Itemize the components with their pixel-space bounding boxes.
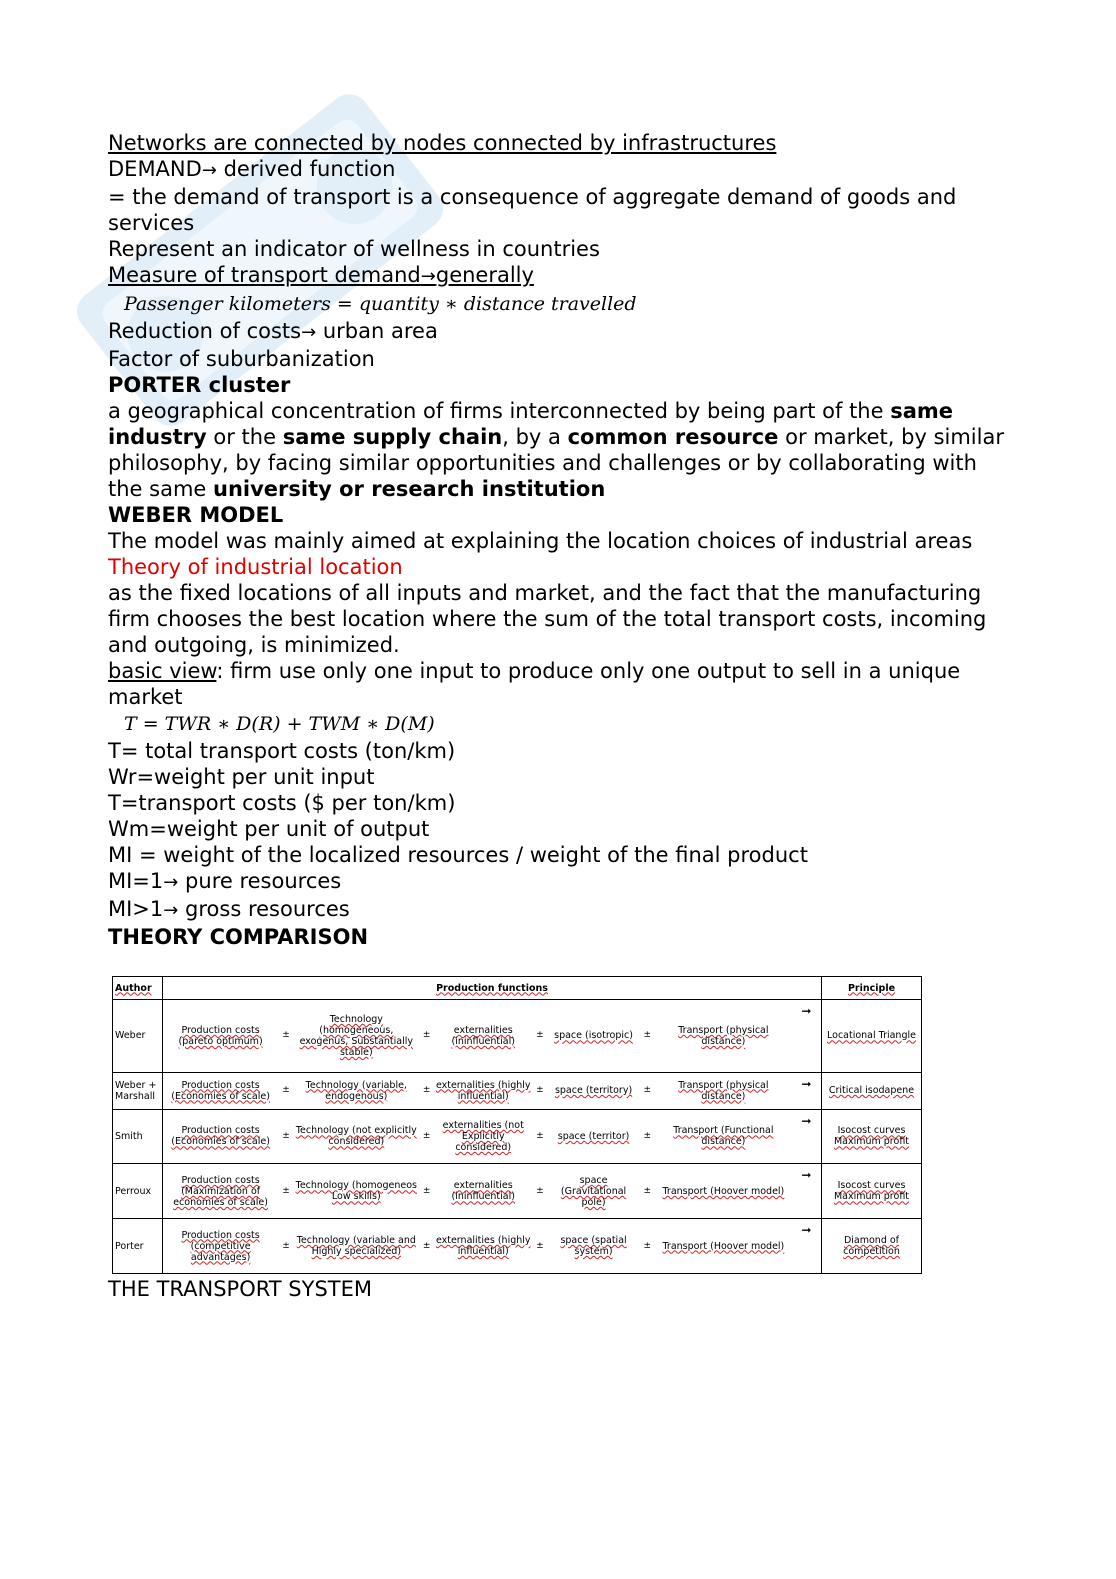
plus-minus: ± [422, 1030, 431, 1041]
plus-minus: ± [282, 1130, 290, 1141]
plus-minus: ± [282, 1085, 290, 1096]
basic-view-paragraph: basic view: firm use only one input to produce only one output to sell in a unique market [108, 659, 961, 709]
passenger-km-formula: Passenger kilometers = quantity ∗ distance travelled [124, 293, 637, 315]
mi-greater-1: MI>1→ gross resources [108, 897, 350, 921]
header-production-functions: Production functions [163, 977, 822, 1000]
mi-equal-1: MI=1→ pure resources [108, 869, 342, 893]
plus-minus: ± [422, 1085, 431, 1096]
measure-line: Measure of transport demand→generally [108, 263, 534, 287]
industrial-location-heading: Theory of industrial location [108, 555, 403, 579]
plus-minus: ± [536, 1240, 544, 1251]
principle-cell: Isocost curves Maximum profit [822, 1164, 922, 1219]
principle-cell: Isocost curves Maximum profit [822, 1109, 922, 1164]
table-row [113, 1164, 922, 1219]
arrow-icon: ➞ [801, 1168, 812, 1183]
space-cell: space (territor) [557, 1130, 630, 1142]
prod-cell: Production costs (Economies of scale) [171, 1125, 270, 1148]
tech-cell: Technology (homogeneos Low skills) [295, 1180, 417, 1203]
total-cost-formula: T = TWR ∗ D(R) + TWM ∗ D(M) [124, 713, 435, 735]
plus-minus: ± [643, 1240, 652, 1251]
plus-minus: ± [536, 1085, 544, 1096]
header-author: Author [113, 977, 163, 1000]
prod-cell: Production costs (competitive advantages) [181, 1229, 260, 1263]
space-cell: space (Gravitational pole) [560, 1174, 627, 1208]
tech-cell: Technology (variable, endogenous) [305, 1079, 407, 1102]
plus-minus: ± [282, 1240, 290, 1251]
author-cell: Perroux [113, 1164, 163, 1219]
networks-line: Networks are connected by nodes connected by infrastructures [108, 131, 777, 155]
industrial-location-paragraph: as the fixed locations of all inputs and market, and the fact that the manufacturing firm chooses the best location where the sum of the total transport costs, incoming and outgoing, is minimized. [108, 581, 987, 657]
def-t2: T=transport costs ($ per ton/km) [108, 791, 456, 815]
tech-cell: Technology (not explicitly considered) [295, 1125, 417, 1148]
plus-minus: ± [422, 1185, 431, 1196]
document-body [108, 130, 1018, 950]
table-row [113, 1109, 922, 1164]
principle-cell: Diamond of competition [822, 1219, 922, 1274]
ext-cell: externalities (highly influential) [435, 1079, 531, 1102]
header-principle: Principle [822, 977, 922, 1000]
functions-cell [163, 1219, 822, 1274]
porter-paragraph: a geographical concentration of firms interconnected by being part of the same industry or the same supply chain, by a common resource or market, by similar philosophy, by facing similar opportunities and challenges or by collaborating with the same university or research institution [108, 399, 1004, 501]
reduction-line: Reduction of costs→ urban area [108, 319, 438, 343]
plus-minus: ± [643, 1185, 652, 1196]
transport-system-heading: THE TRANSPORT SYSTEM [108, 1277, 372, 1301]
prod-cell: Production costs (Economies of scale) [171, 1079, 270, 1102]
principle-cell: Critical isodapene [822, 1072, 922, 1109]
space-cell: space (isotropic) [554, 1030, 633, 1042]
porter-heading: PORTER cluster [108, 373, 291, 397]
demand-line: DEMAND→ derived function [108, 157, 396, 181]
plus-minus: ± [282, 1185, 290, 1196]
def-wr: Wr=weight per unit input [108, 765, 375, 789]
def-mi: MI = weight of the localized resources / weight of the final product [108, 843, 808, 867]
arrow-icon: ➞ [801, 1223, 812, 1238]
plus-minus: ± [643, 1130, 652, 1141]
transport-cell: Transport (physical distance) [678, 1024, 769, 1047]
weber-paragraph: The model was mainly aimed at explaining the location choices of industrial areas [108, 529, 973, 553]
suburbanization-line: Factor of suburbanization [108, 347, 375, 371]
tech-cell: Technology (variable and Highly specialized) [296, 1235, 416, 1258]
arrow-icon: ➞ [801, 1076, 812, 1091]
author-cell: Weber [113, 1000, 163, 1073]
ext-cell: externalities (not Explicitly considered) [442, 1119, 524, 1153]
prod-cell: Production costs (pareto optimum) [178, 1024, 263, 1047]
plus-minus: ± [422, 1130, 431, 1141]
author-cell: Smith [113, 1109, 163, 1164]
arrow-icon: ➞ [801, 1113, 812, 1128]
ext-cell: externalities (ininfluential) [451, 1180, 515, 1203]
transport-cell: Transport (physical distance) [678, 1079, 769, 1102]
theory-comparison-heading: THEORY COMPARISON [108, 925, 369, 949]
theory-comparison-table [112, 976, 922, 1274]
ext-cell: externalities (highly influential) [435, 1235, 531, 1258]
def-wm: Wm=weight per unit of output [108, 817, 430, 841]
functions-cell [163, 1000, 822, 1073]
table-row [113, 1219, 922, 1274]
principle-cell: Locational Triangle [822, 1000, 922, 1073]
author-cell: Porter [113, 1219, 163, 1274]
tech-cell: Technology (homogeneous, exogenus, Substantially stable) [299, 1013, 414, 1058]
plus-minus: ± [536, 1030, 544, 1041]
table-row [113, 1000, 922, 1073]
space-cell: space (territory) [554, 1085, 633, 1097]
plus-minus: ± [643, 1085, 652, 1096]
plus-minus: ± [536, 1185, 544, 1196]
def-t: T= total transport costs (ton/km) [108, 739, 456, 763]
plus-minus: ± [536, 1130, 544, 1141]
weber-heading: WEBER MODEL [108, 503, 284, 527]
transport-cell: Transport (Hoover model) [662, 1185, 785, 1197]
transport-cell: Transport (Hoover model) [662, 1240, 785, 1252]
plus-minus: ± [422, 1240, 431, 1251]
table-row [113, 1072, 922, 1109]
functions-cell [163, 1072, 822, 1109]
prod-cell: Production costs (Maximization of economies of scale) [173, 1174, 268, 1208]
plus-minus: ± [282, 1030, 290, 1041]
ext-cell: externalities (ininfluential) [451, 1024, 515, 1047]
author-cell: Weber + Marshall [113, 1072, 163, 1109]
arrow-icon: ➞ [801, 1004, 812, 1018]
space-cell: space (spatial system) [560, 1235, 627, 1258]
functions-cell [163, 1109, 822, 1164]
functions-cell [163, 1164, 822, 1219]
wellness-line: Represent an indicator of wellness in countries [108, 237, 600, 261]
demand-definition: = the demand of transport is a consequence of aggregate demand of goods and services [108, 185, 957, 235]
plus-minus: ± [643, 1030, 652, 1041]
transport-cell: Transport (Functional distance) [673, 1125, 774, 1148]
